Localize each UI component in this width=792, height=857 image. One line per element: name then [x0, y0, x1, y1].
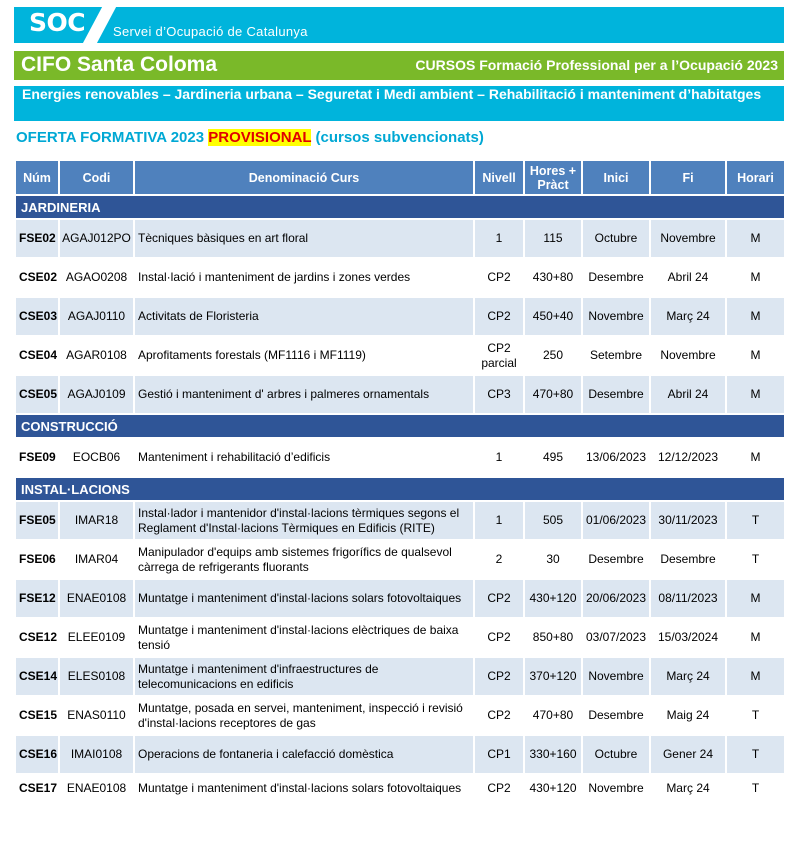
cell-num: CSE15	[15, 696, 59, 735]
column-header-codi: Codi	[59, 160, 134, 195]
cell-hores: 370+120	[524, 657, 582, 696]
cell-nivell: CP2	[474, 297, 524, 336]
cell-denominacio: Operacions de fontaneria i calefacció domèstica	[134, 735, 474, 774]
table-row	[15, 618, 785, 657]
cell-fi: Març 24	[650, 297, 726, 336]
cell-num: FSE12	[15, 579, 59, 618]
cell-horari: M	[726, 579, 785, 618]
cell-hores: 430+120	[524, 774, 582, 802]
cell-nivell: 1	[474, 438, 524, 477]
table-row	[15, 540, 785, 579]
cell-horari: M	[726, 297, 785, 336]
cell-fi: Març 24	[650, 774, 726, 802]
cell-fi: 08/11/2023	[650, 579, 726, 618]
cell-denominacio: Muntatge i manteniment d'instal·lacions solars fotovoltaiques	[134, 774, 474, 802]
table-row	[15, 219, 785, 258]
cell-codi: AGAO0208	[59, 258, 134, 297]
cell-num: FSE02	[15, 219, 59, 258]
cell-inici: Setembre	[582, 336, 650, 375]
cell-hores: 470+80	[524, 696, 582, 735]
cell-nivell: CP2	[474, 579, 524, 618]
table-row	[15, 336, 785, 375]
cell-hores: 850+80	[524, 618, 582, 657]
column-header-fi: Fi	[650, 160, 726, 195]
oferta-suffix: (cursos subvencionats)	[315, 129, 484, 146]
table-row	[15, 735, 785, 774]
cell-inici: 13/06/2023	[582, 438, 650, 477]
cell-denominacio: Activitats de Floristeria	[134, 297, 474, 336]
cell-fi: 12/12/2023	[650, 438, 726, 477]
cell-nivell: CP1	[474, 735, 524, 774]
professional-families: Energies renovables – Jardineria urbana – Seguretat i Medi ambient – Rehabilitació i manteniment d’habitatges	[14, 86, 784, 121]
cell-inici: Novembre	[582, 774, 650, 802]
cell-fi: 15/03/2024	[650, 618, 726, 657]
cell-denominacio: Tècniques bàsiques en art floral	[134, 219, 474, 258]
cell-codi: IMAR18	[59, 501, 134, 540]
cell-codi: ENAS0110	[59, 696, 134, 735]
cell-fi: Desembre	[650, 540, 726, 579]
soc-logo: SOC	[29, 8, 86, 37]
column-header-nivell: Nivell	[474, 160, 524, 195]
cell-num: FSE09	[15, 438, 59, 477]
cell-nivell: CP2	[474, 657, 524, 696]
cell-denominacio: Manteniment i rehabilitació d’edificis	[134, 438, 474, 477]
table-row	[15, 696, 785, 735]
cell-inici: 03/07/2023	[582, 618, 650, 657]
table-row	[15, 579, 785, 618]
column-header-horari: Horari	[726, 160, 785, 195]
courses-table	[14, 159, 786, 802]
cell-fi: Abril 24	[650, 375, 726, 414]
cell-hores: 330+160	[524, 735, 582, 774]
cell-horari: T	[726, 774, 785, 802]
cell-num: CSE14	[15, 657, 59, 696]
cell-fi: Maig 24	[650, 696, 726, 735]
cell-horari: M	[726, 618, 785, 657]
cell-nivell: CP2	[474, 696, 524, 735]
section-row-construccio	[15, 414, 785, 438]
cell-denominacio: Muntatge i manteniment d'instal·lacions elèctriques de baixa tensió	[134, 618, 474, 657]
cell-hores: 430+120	[524, 579, 582, 618]
cell-codi: AGAR0108	[59, 336, 134, 375]
cell-inici: Novembre	[582, 657, 650, 696]
cell-horari: M	[726, 258, 785, 297]
cell-hores: 30	[524, 540, 582, 579]
table-row	[15, 375, 785, 414]
table-row	[15, 258, 785, 297]
cell-horari: M	[726, 336, 785, 375]
cell-num: CSE02	[15, 258, 59, 297]
section-row-instal-lacions	[15, 477, 785, 501]
cell-inici: Novembre	[582, 297, 650, 336]
cell-denominacio: Aprofitaments forestals (MF1116 i MF1119)	[134, 336, 474, 375]
cell-denominacio: Muntatge, posada en servei, manteniment, inspecció i revisió d'instal·lacions receptores de gas	[134, 696, 474, 735]
cell-nivell: 1	[474, 501, 524, 540]
table-row	[15, 657, 785, 696]
cell-num: CSE12	[15, 618, 59, 657]
cell-num: CSE04	[15, 336, 59, 375]
column-header-denominacio: Denominació Curs	[134, 160, 474, 195]
cell-num: FSE06	[15, 540, 59, 579]
cell-num: CSE05	[15, 375, 59, 414]
oferta-prefix: OFERTA FORMATIVA 2023	[16, 129, 205, 146]
cell-inici: Desembre	[582, 375, 650, 414]
cell-horari: M	[726, 657, 785, 696]
cell-horari: T	[726, 735, 785, 774]
cell-fi: Abril 24	[650, 258, 726, 297]
cell-inici: 01/06/2023	[582, 501, 650, 540]
cell-fi: Gener 24	[650, 735, 726, 774]
cell-num: FSE05	[15, 501, 59, 540]
table-row	[15, 297, 785, 336]
cell-codi: IMAR04	[59, 540, 134, 579]
cell-hores: 450+40	[524, 297, 582, 336]
cell-denominacio: Instal·lació i manteniment de jardins i zones verdes	[134, 258, 474, 297]
cell-codi: IMAI0108	[59, 735, 134, 774]
section-title: CONSTRUCCIÓ	[15, 414, 785, 438]
cell-hores: 115	[524, 219, 582, 258]
cell-inici: 20/06/2023	[582, 579, 650, 618]
cell-hores: 505	[524, 501, 582, 540]
cell-denominacio: Muntatge i manteniment d'instal·lacions solars fotovoltaiques	[134, 579, 474, 618]
cell-hores: 430+80	[524, 258, 582, 297]
cell-nivell: 1	[474, 219, 524, 258]
column-header-num: Núm	[15, 160, 59, 195]
cell-denominacio: Manipulador d'equips amb sistemes frigorífics de qualsevol càrrega de refrigerants fluorants	[134, 540, 474, 579]
cell-horari: T	[726, 501, 785, 540]
column-header-inici: Inici	[582, 160, 650, 195]
cell-codi: AGAJ0109	[59, 375, 134, 414]
center-name: CIFO Santa Coloma	[21, 53, 218, 76]
cell-fi: Març 24	[650, 657, 726, 696]
cell-codi: AGAJ0110	[59, 297, 134, 336]
cell-hores: 250	[524, 336, 582, 375]
table-row	[15, 774, 785, 802]
cell-nivell: CP2	[474, 774, 524, 802]
cell-nivell: CP2 parcial	[474, 336, 524, 375]
cell-inici: Desembre	[582, 258, 650, 297]
cell-horari: M	[726, 375, 785, 414]
soc-header-bar	[14, 7, 784, 43]
cell-denominacio: Instal·lador i mantenidor d'instal·lacions tèrmiques segons el Reglament d'Instal·lacions Tèrmiques en Edificis (RITE)	[134, 501, 474, 540]
table-row	[15, 501, 785, 540]
section-title: INSTAL·LACIONS	[15, 477, 785, 501]
cell-nivell: 2	[474, 540, 524, 579]
cell-codi: ENAE0108	[59, 774, 134, 802]
cell-horari: M	[726, 438, 785, 477]
cell-horari: T	[726, 696, 785, 735]
column-header-hores: Hores + Pràct	[524, 160, 582, 195]
cell-codi: AGAJ012PO	[59, 219, 134, 258]
cell-denominacio: Muntatge i manteniment d'infraestructures de telecomunicacions en edificis	[134, 657, 474, 696]
cell-inici: Desembre	[582, 696, 650, 735]
cell-codi: ELEE0109	[59, 618, 134, 657]
provisional-badge: PROVISIONAL	[208, 129, 312, 146]
oferta-title	[16, 129, 484, 146]
cell-num: CSE17	[15, 774, 59, 802]
cell-nivell: CP3	[474, 375, 524, 414]
cell-hores: 495	[524, 438, 582, 477]
cell-nivell: CP2	[474, 618, 524, 657]
center-bar	[14, 51, 784, 80]
cell-codi: ELES0108	[59, 657, 134, 696]
table-header-row	[15, 160, 785, 195]
cell-inici: Octubre	[582, 219, 650, 258]
agency-name: Servei d’Ocupació de Catalunya	[113, 24, 308, 39]
cell-codi: EOCB06	[59, 438, 134, 477]
cell-nivell: CP2	[474, 258, 524, 297]
cell-inici: Desembre	[582, 540, 650, 579]
cell-fi: Novembre	[650, 219, 726, 258]
cell-fi: Novembre	[650, 336, 726, 375]
cell-denominacio: Gestió i manteniment d' arbres i palmeres ornamentals	[134, 375, 474, 414]
cell-num: CSE03	[15, 297, 59, 336]
cell-horari: T	[726, 540, 785, 579]
section-row-jardineria	[15, 195, 785, 219]
table-row	[15, 438, 785, 477]
cell-num: CSE16	[15, 735, 59, 774]
cell-hores: 470+80	[524, 375, 582, 414]
courses-title: CURSOS Formació Professional per a l’Ocupació 2023	[415, 57, 778, 73]
cell-horari: M	[726, 219, 785, 258]
cell-codi: ENAE0108	[59, 579, 134, 618]
cell-fi: 30/11/2023	[650, 501, 726, 540]
section-title: JARDINERIA	[15, 195, 785, 219]
cell-inici: Octubre	[582, 735, 650, 774]
